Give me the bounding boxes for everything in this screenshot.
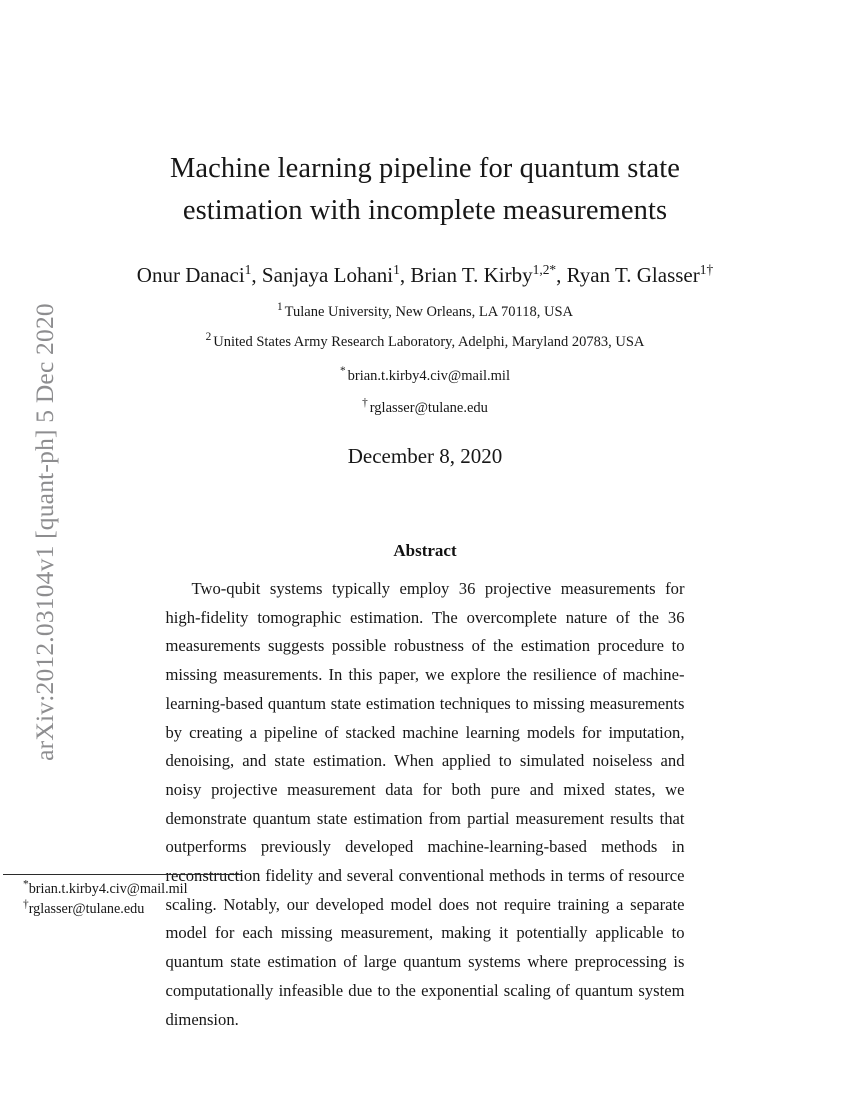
- author-affil-marker-3: 1,2: [532, 262, 550, 277]
- title-line-1: Machine learning pipeline for quantum state: [169, 153, 680, 184]
- author-affil-marker-1: 1: [244, 262, 252, 277]
- abstract-body: Two-qubit systems typically employ 36 projective measurements for high-fidelity tomographic estimation. The overcomplete nature of the 36 measurements suggests possible robustness of the estimation procedure to missing measurements. In this paper, we explore the resilience of machine-learning-based quantum state estimation techniques to missing measurements by creating a pipeline of stacked machine learning models for imputation, denoising, and state estimation. When applied to simulated noiseless and noisy projective measurement data for both pure and mixed states, we demonstrate quantum state estimation from partial measurement results that outperforms previously developed machine-learning-based methods in reconstruction fidelity and several conventional methods in terms of resource scaling. Notably, our developed model does not require training a separate model for each missing measurement, making it potentially applicable to quantum state estimation of large quantum systems where preprocessing is computationally infeasible due to the exponential scaling of quantum system dimension.: [165, 579, 685, 1029]
- author-footnote-marker-4: †: [706, 262, 714, 277]
- footnote-text-1: brian.t.kirby4.civ@mail.mil: [28, 881, 188, 897]
- affiliation-marker-1: 1: [276, 301, 283, 314]
- footnote-marker-1: *: [23, 878, 29, 891]
- footnote-text-2: rglasser@tulane.edu: [28, 900, 145, 917]
- footnote-marker-2: †: [23, 897, 29, 910]
- author-separator-3: ,: [556, 263, 567, 287]
- affiliation-text-2: United States Army Research Laboratory, Adelphi, Maryland 20783, USA: [213, 334, 645, 350]
- email-text-1: brian.t.kirby4.civ@mail.mil: [347, 368, 510, 384]
- author-list: [125, 232, 725, 290]
- affiliation-marker-2: 2: [205, 331, 212, 344]
- arxiv-stamp-text: arXiv:2012.03104v1 [quant-ph] 5 Dec 2020: [30, 303, 59, 761]
- affiliation-text-1: Tulane University, New Orleans, LA 70118, USA: [284, 304, 574, 320]
- email-marker-1: *: [339, 365, 346, 378]
- email-marker-2: †: [362, 397, 368, 410]
- author-affil-marker-2: 1: [393, 262, 400, 277]
- corresponding-email-2: [125, 386, 725, 418]
- author-name-4: Ryan T. Glasser: [566, 263, 700, 287]
- footnote-1: [3, 880, 563, 900]
- footnote-2: [3, 897, 563, 920]
- title-line-2: estimation with incomplete measurements: [182, 195, 668, 226]
- footnote-area: [3, 874, 563, 919]
- paper-content-column: [125, 0, 725, 1100]
- affiliation-1: [125, 290, 725, 322]
- arxiv-identifier-stamp: [0, 0, 90, 1100]
- abstract-heading: Abstract: [393, 541, 457, 560]
- affiliation-2: [125, 322, 725, 352]
- author-name-3: Brian T. Kirby: [410, 263, 533, 287]
- author-separator-2: ,: [399, 263, 411, 287]
- page-title: [125, 0, 725, 232]
- author-name-2: Sanjaya Lohani: [261, 263, 394, 287]
- publication-date: December 8, 2020: [347, 444, 503, 468]
- author-separator-1: ,: [251, 263, 262, 287]
- email-text-2: rglasser@tulane.edu: [369, 400, 488, 416]
- footnote-separator-rule: [3, 874, 241, 875]
- author-affil-marker-4: 1: [699, 262, 707, 277]
- author-footnote-marker-3: *: [549, 262, 557, 277]
- author-name-1: Onur Danaci: [136, 263, 245, 287]
- corresponding-email-1: [125, 352, 725, 386]
- abstract-section: [166, 470, 685, 1034]
